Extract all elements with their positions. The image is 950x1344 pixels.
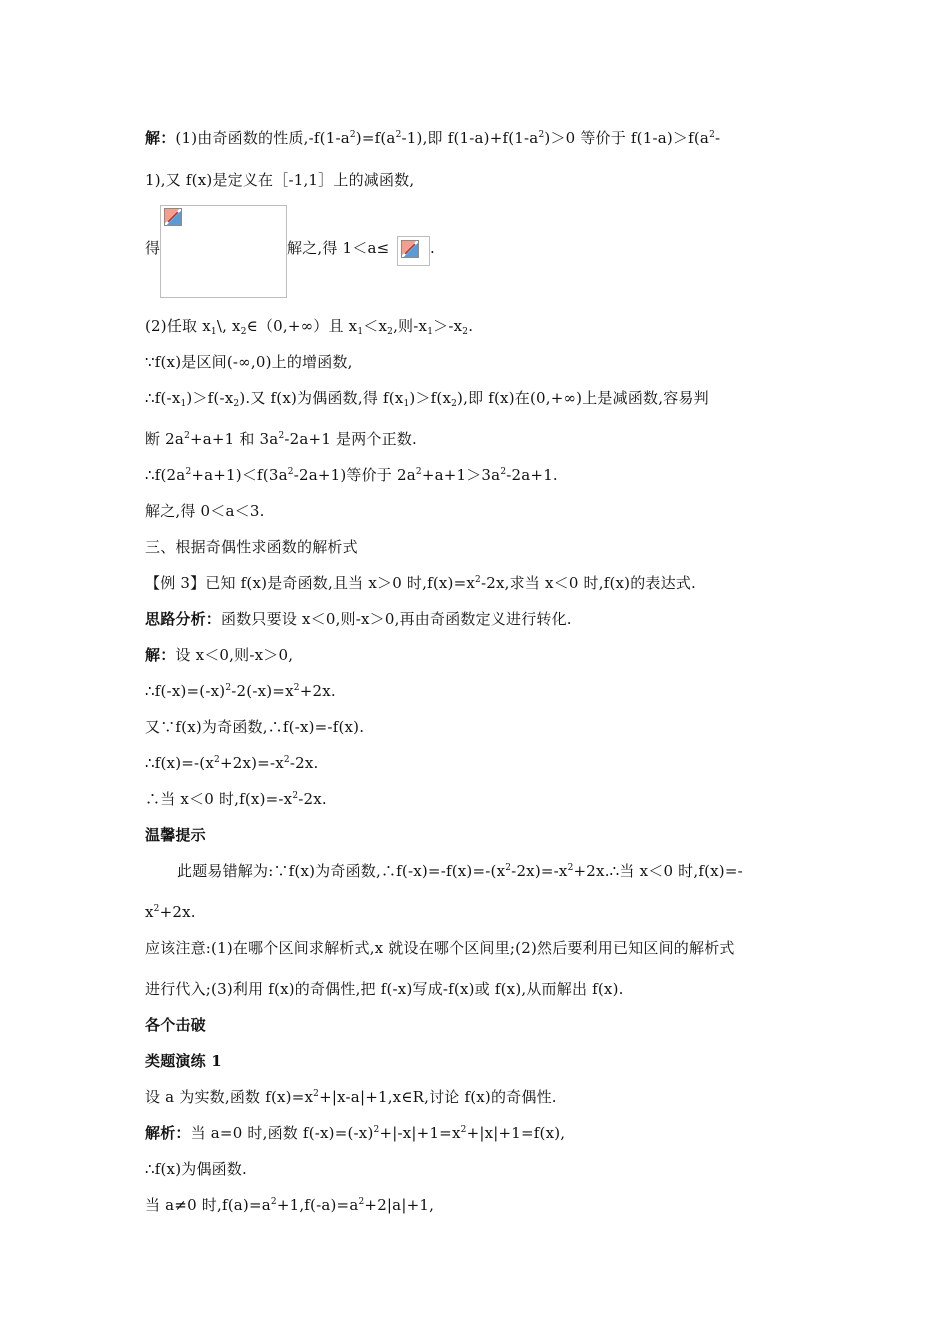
solution-step-2: 又∵f(x)为奇函数,∴f(-x)=-f(x). — [145, 718, 365, 736]
tip-line-2: $x^2+2x$. — [145, 903, 196, 921]
section-heading: 三、根据奇偶性求函数的解析式 — [145, 538, 358, 556]
solution-line-5: ∵f(x)是区间(-∞,0)上的增函数, — [145, 353, 353, 371]
solution-line-8: $\therefore f(2a^2+a+1)<f(3a^2-2a+1)$等价于 $2a^2+a+1>3a^2-2a+1$. — [145, 466, 558, 484]
exercise-title: 类题演练 1 — [145, 1052, 222, 1070]
solution-line-2: 1),又 f(x)是定义在［-1,1］上的减函数, — [145, 171, 415, 189]
broken-image-icon — [401, 240, 419, 258]
tip-heading: 温馨提示 — [145, 826, 206, 844]
analysis-label: 解析： — [145, 1124, 191, 1142]
solution-line-4: (2)任取 $x_1\backslash$, $x_2\in(0,+\infty)$且 $x_1<x_2$,则$-x_1>-x_2$. — [145, 317, 474, 337]
solution-label: 解： — [145, 129, 176, 147]
solution-line-6: $\therefore f(-x_1)>f(-x_2)$.又 f(x)为偶函数,得 $f(x_1)>f(x_2)$,即 f(x)在(0,+∞)上是减函数,容易判 — [145, 389, 709, 409]
solution-line-9: 解之,得 0＜a＜3. — [145, 502, 265, 520]
exercise-analysis-3: 当 a≠0 时$,f(a)=a^2+1,f(-a)=a^2+2|a|+1$, — [145, 1196, 435, 1214]
analysis-line: 思路分析：函数只要设 x＜0,则-x＞0,再由奇函数定义进行转化. — [145, 610, 572, 628]
broken-image-icon — [164, 208, 182, 226]
solution-label: 解： — [145, 646, 176, 664]
note-line-1: 应该注意:(1)在哪个区间求解析式,x 就设在哪个区间里;(2)然后要利用已知区间的解析式 — [145, 939, 735, 957]
analysis-label: 思路分析： — [145, 610, 222, 628]
section-title-breakthrough: 各个击破 — [145, 1016, 206, 1034]
solution-step-3: $\therefore f(x)=-(x^2+2x)=-x^2-2x$. — [145, 754, 319, 772]
solution-step-4: ∴当 x＜0 时$,f(x)=-x^2-2x$. — [145, 790, 327, 808]
exercise-analysis-2: ∴f(x)为偶函数. — [145, 1160, 248, 1178]
solution-intro: 解：设 x＜0,则-x＞0, — [145, 646, 294, 664]
solution-line-3-period: . — [430, 239, 435, 257]
result-image-frame — [397, 236, 430, 266]
tip-line-1: 此题易错解为:∵f(x)为奇函数$,\therefore f(-x)=-f(x)=-(x^2-2x)=-x^2+2x.\therefore$当 x＜0 时,f(x)=- — [177, 862, 743, 880]
note-line-2: 进行代入;(3)利用 f(x)的奇偶性,把 f(-x)写成-f(x)或 f(x),从而解出 f(x). — [145, 980, 624, 998]
solution-line-7: 断 $2a^2+a+1$ 和 $3a^2-2a+1$ 是两个正数. — [145, 430, 417, 448]
solution-step-1: $\therefore f(-x)=(-x)^2-2(-x)=x^2+2x$. — [145, 682, 336, 700]
solution-line-1: 解：(1)由奇函数的性质$,-f(1-a^2)=f(a^2-1)$,即 $f(1-a)+f(1-a^2)>0$ 等价于 $f(1-a)>f(a^2-$ — [145, 129, 721, 147]
solution-line-3: 得 — [145, 239, 161, 257]
exercise-question: 设 a 为实数,函数 $f(x)=x^2+|x-a|+1,x\in R$,讨论 f(x)的奇偶性. — [145, 1088, 557, 1106]
exercise-analysis-1: 解析：当 a=0 时,函数 $f(-x)=(-x)^2+|-x|+1=x^2+|x|+1=f(x)$, — [145, 1124, 566, 1142]
solution-line-3-result: 解之,得 1＜a≤ — [287, 239, 390, 257]
example-3: 【例 3】已知 f(x)是奇函数,且当 x＞0 时$,f(x)=x^2-2x$,求当 x＜0 时,f(x)的表达式. — [145, 574, 696, 592]
